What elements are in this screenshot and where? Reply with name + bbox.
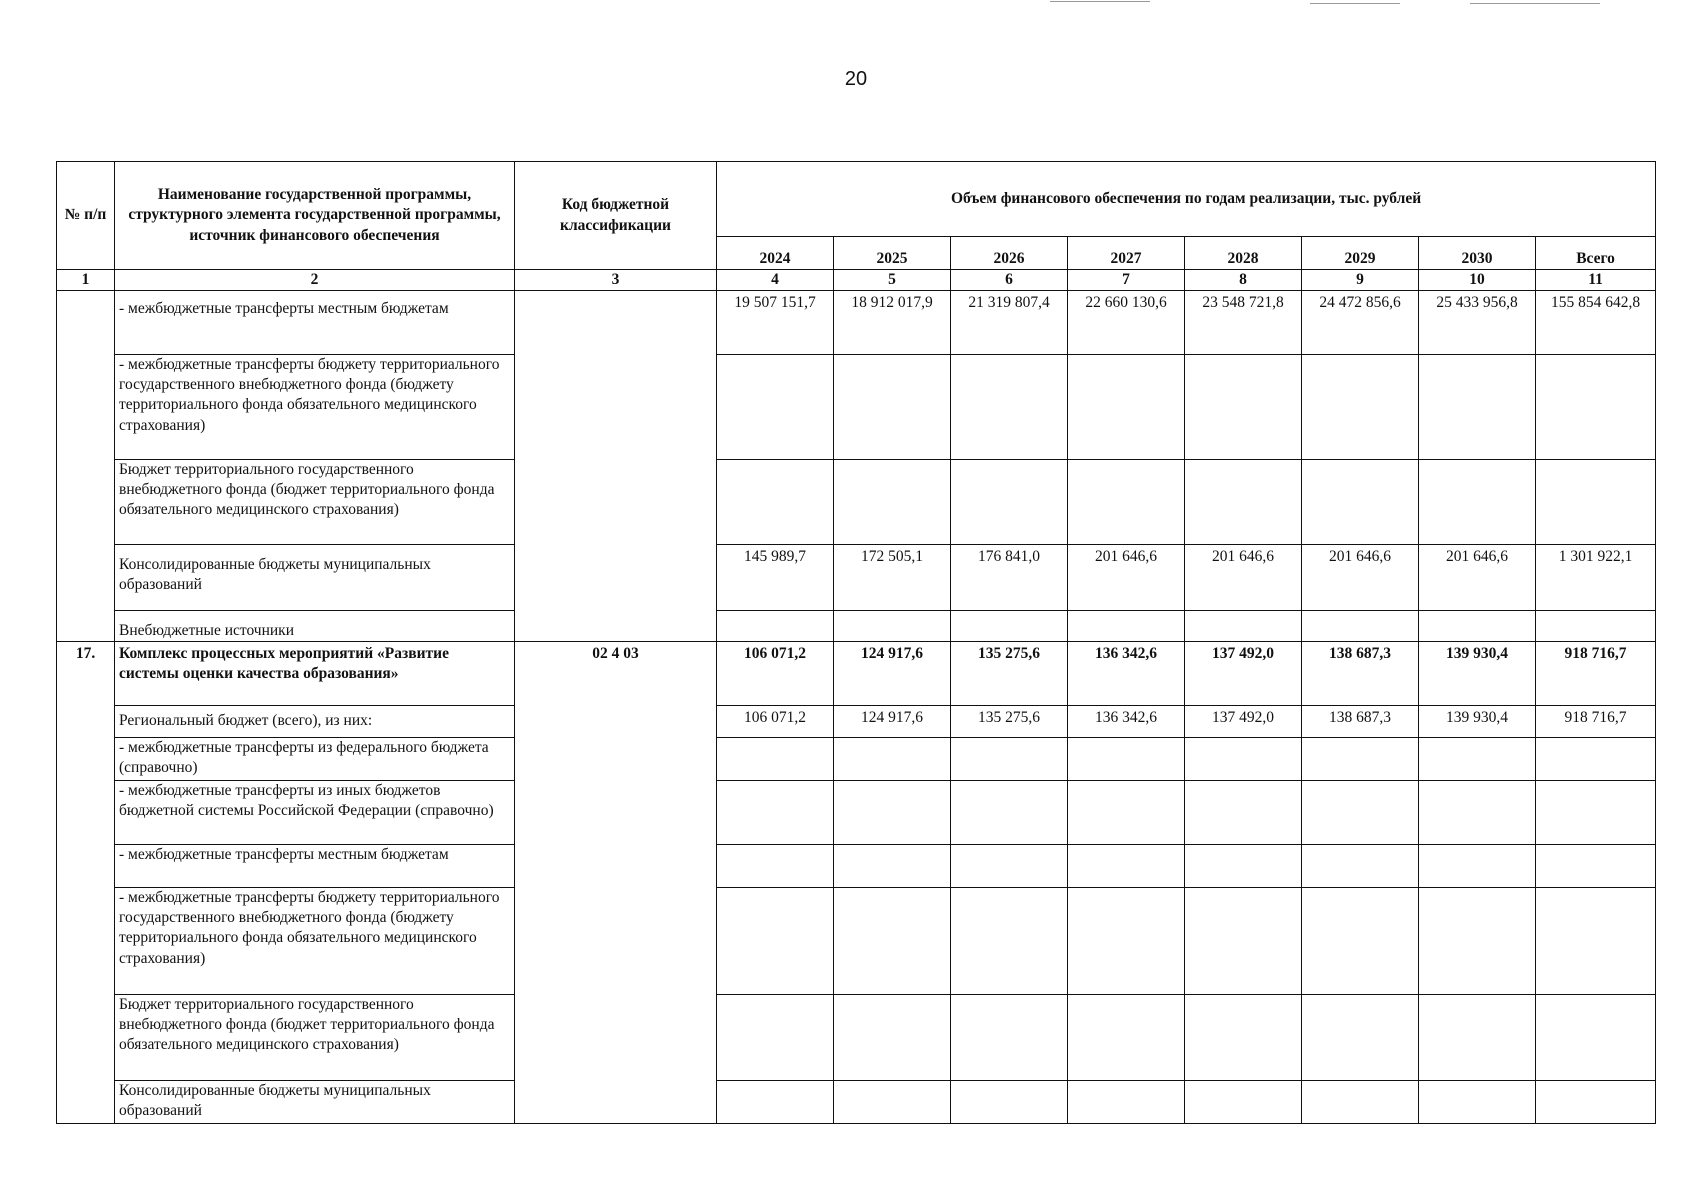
value-cell: 19 507 151,7 [717, 291, 834, 355]
year-header: 2029 [1302, 237, 1419, 270]
total-cell [1536, 355, 1656, 460]
value-cell [1185, 888, 1302, 995]
row-name: Бюджет территориального государственного внебюджетного фонда (бюджет территориального фонда обязательного медицинского страхования) [115, 460, 515, 545]
table-row [57, 355, 1656, 460]
header-name: Наименование государственной программы, структурного элемента государственной программы, источник финансового обеспечения [115, 162, 515, 270]
row-number: 17. [57, 642, 115, 1124]
column-number: 7 [1068, 270, 1185, 291]
value-cell: 124 917,6 [834, 706, 951, 738]
value-cell [1068, 1081, 1185, 1124]
value-cell [834, 460, 951, 545]
value-cell [1185, 781, 1302, 845]
column-number: 5 [834, 270, 951, 291]
table-row [57, 781, 1656, 845]
total-cell [1536, 995, 1656, 1081]
value-cell [1419, 611, 1536, 642]
value-cell [951, 845, 1068, 888]
value-cell: 201 646,6 [1068, 545, 1185, 611]
value-cell [1185, 738, 1302, 781]
value-cell [1068, 781, 1185, 845]
value-cell: 137 492,0 [1185, 642, 1302, 706]
header-row [57, 162, 1656, 237]
value-cell [1419, 845, 1536, 888]
value-cell [834, 738, 951, 781]
value-cell: 136 342,6 [1068, 706, 1185, 738]
value-cell: 138 687,3 [1302, 642, 1419, 706]
value-cell: 124 917,6 [834, 642, 951, 706]
total-cell [1536, 888, 1656, 995]
value-cell [951, 888, 1068, 995]
value-cell [1302, 1081, 1419, 1124]
column-number: 8 [1185, 270, 1302, 291]
total-cell [1536, 738, 1656, 781]
table-row [57, 995, 1656, 1081]
year-header: 2025 [834, 237, 951, 270]
total-cell [1536, 1081, 1656, 1124]
value-cell: 176 841,0 [951, 545, 1068, 611]
row-code: 02 4 03 [515, 642, 717, 1124]
total-cell [1536, 781, 1656, 845]
value-cell [1419, 1081, 1536, 1124]
column-number: 11 [1536, 270, 1656, 291]
value-cell [717, 460, 834, 545]
header-volume: Объем финансового обеспечения по годам реализации, тыс. рублей [717, 162, 1656, 237]
value-cell [834, 1081, 951, 1124]
table-row [57, 460, 1656, 545]
row-name: - межбюджетные трансферты бюджету территориального государственного внебюджетного фонда (бюджету территориального фонда обязательного медицинского страхования) [115, 888, 515, 995]
value-cell [834, 888, 951, 995]
value-cell [1302, 995, 1419, 1081]
total-header: Всего [1536, 237, 1656, 270]
value-cell [951, 611, 1068, 642]
value-cell: 25 433 956,8 [1419, 291, 1536, 355]
value-cell: 172 505,1 [834, 545, 951, 611]
row-name: - межбюджетные трансферты местным бюджетам [115, 845, 515, 888]
value-cell [1302, 781, 1419, 845]
value-cell [717, 888, 834, 995]
scan-artifact-line [1310, 3, 1400, 4]
row-name: - межбюджетные трансферты из федерального бюджета (справочно) [115, 738, 515, 781]
value-cell [1302, 738, 1419, 781]
row-num-cell [57, 291, 115, 642]
value-cell [834, 355, 951, 460]
value-cell: 106 071,2 [717, 642, 834, 706]
value-cell [1419, 781, 1536, 845]
row-name: Региональный бюджет (всего), из них: [115, 706, 515, 738]
value-cell [1302, 611, 1419, 642]
value-cell: 139 930,4 [1419, 706, 1536, 738]
year-header: 2027 [1068, 237, 1185, 270]
value-cell [1302, 888, 1419, 995]
value-cell [717, 995, 834, 1081]
value-cell [951, 995, 1068, 1081]
value-cell [1185, 1081, 1302, 1124]
row-name: - межбюджетные трансферты бюджету территориального государственного внебюджетного фонда (бюджету территориального фонда обязательного медицинского страхования) [115, 355, 515, 460]
scan-artifact-line [1470, 3, 1600, 4]
column-number: 1 [57, 270, 115, 291]
value-cell [1185, 355, 1302, 460]
total-cell: 1 301 922,1 [1536, 545, 1656, 611]
value-cell [834, 995, 951, 1081]
total-cell [1536, 845, 1656, 888]
value-cell: 135 275,6 [951, 642, 1068, 706]
value-cell [834, 611, 951, 642]
value-cell [1419, 995, 1536, 1081]
column-number: 4 [717, 270, 834, 291]
row-name: Бюджет территориального государственного внебюджетного фонда (бюджет территориального фонда обязательного медицинского страхования) [115, 995, 515, 1081]
year-header: 2026 [951, 237, 1068, 270]
column-number: 9 [1302, 270, 1419, 291]
column-number: 6 [951, 270, 1068, 291]
value-cell: 201 646,6 [1185, 545, 1302, 611]
table-row [57, 291, 1656, 355]
total-cell: 918 716,7 [1536, 706, 1656, 738]
page-number: 20 [844, 68, 868, 90]
value-cell [717, 1081, 834, 1124]
value-cell [717, 738, 834, 781]
value-cell: 23 548 721,8 [1185, 291, 1302, 355]
year-header: 2030 [1419, 237, 1536, 270]
value-cell [1302, 355, 1419, 460]
table-row [57, 888, 1656, 995]
row-name: - межбюджетные трансферты из иных бюджетов бюджетной системы Российской Федерации (справочно) [115, 781, 515, 845]
value-cell: 137 492,0 [1185, 706, 1302, 738]
table-row [57, 738, 1656, 781]
value-cell [951, 781, 1068, 845]
value-cell [951, 460, 1068, 545]
row-name: Консолидированные бюджеты муниципальных образований [115, 545, 515, 611]
row-code-cell [515, 291, 717, 642]
row-name: - межбюджетные трансферты местным бюджетам [115, 291, 515, 355]
value-cell: 138 687,3 [1302, 706, 1419, 738]
table-row [57, 1081, 1656, 1124]
value-cell: 106 071,2 [717, 706, 834, 738]
value-cell: 24 472 856,6 [1302, 291, 1419, 355]
column-numbers-row [57, 270, 1656, 291]
value-cell: 201 646,6 [1302, 545, 1419, 611]
value-cell [1185, 845, 1302, 888]
row-name: Консолидированные бюджеты муниципальных образований [115, 1081, 515, 1124]
value-cell [1185, 611, 1302, 642]
total-cell [1536, 611, 1656, 642]
value-cell [1068, 460, 1185, 545]
value-cell: 22 660 130,6 [1068, 291, 1185, 355]
value-cell [1068, 995, 1185, 1081]
value-cell: 21 319 807,4 [951, 291, 1068, 355]
table-row [57, 611, 1656, 642]
row-name: Комплекс процессных мероприятий «Развитие системы оценки качества образования» [115, 642, 515, 706]
value-cell [1068, 738, 1185, 781]
total-cell [1536, 460, 1656, 545]
budget-table [56, 161, 1656, 1124]
year-header: 2024 [717, 237, 834, 270]
value-cell [1068, 845, 1185, 888]
value-cell [717, 845, 834, 888]
value-cell [1068, 355, 1185, 460]
value-cell [1302, 460, 1419, 545]
scan-artifact-line [1050, 1, 1150, 2]
header-code: Код бюджетной классификации [515, 162, 717, 270]
table-row [57, 706, 1656, 738]
table-row [57, 642, 1656, 706]
value-cell [951, 355, 1068, 460]
value-cell: 18 912 017,9 [834, 291, 951, 355]
value-cell [717, 781, 834, 845]
table-row [57, 845, 1656, 888]
value-cell [1068, 888, 1185, 995]
total-cell: 155 854 642,8 [1536, 291, 1656, 355]
total-cell: 918 716,7 [1536, 642, 1656, 706]
table-row [57, 545, 1656, 611]
value-cell [951, 1081, 1068, 1124]
column-number: 2 [115, 270, 515, 291]
value-cell [717, 611, 834, 642]
value-cell [1068, 611, 1185, 642]
value-cell: 135 275,6 [951, 706, 1068, 738]
value-cell [1419, 460, 1536, 545]
value-cell: 145 989,7 [717, 545, 834, 611]
header-num: № п/п [57, 162, 115, 270]
value-cell [1185, 995, 1302, 1081]
value-cell [1419, 738, 1536, 781]
value-cell [1419, 888, 1536, 995]
year-header: 2028 [1185, 237, 1302, 270]
value-cell: 201 646,6 [1419, 545, 1536, 611]
column-number: 3 [515, 270, 717, 291]
value-cell: 136 342,6 [1068, 642, 1185, 706]
column-number: 10 [1419, 270, 1536, 291]
value-cell [1185, 460, 1302, 545]
row-name: Внебюджетные источники [115, 611, 515, 642]
value-cell [834, 781, 951, 845]
value-cell [951, 738, 1068, 781]
value-cell [834, 845, 951, 888]
value-cell [717, 355, 834, 460]
value-cell: 139 930,4 [1419, 642, 1536, 706]
value-cell [1302, 845, 1419, 888]
value-cell [1419, 355, 1536, 460]
